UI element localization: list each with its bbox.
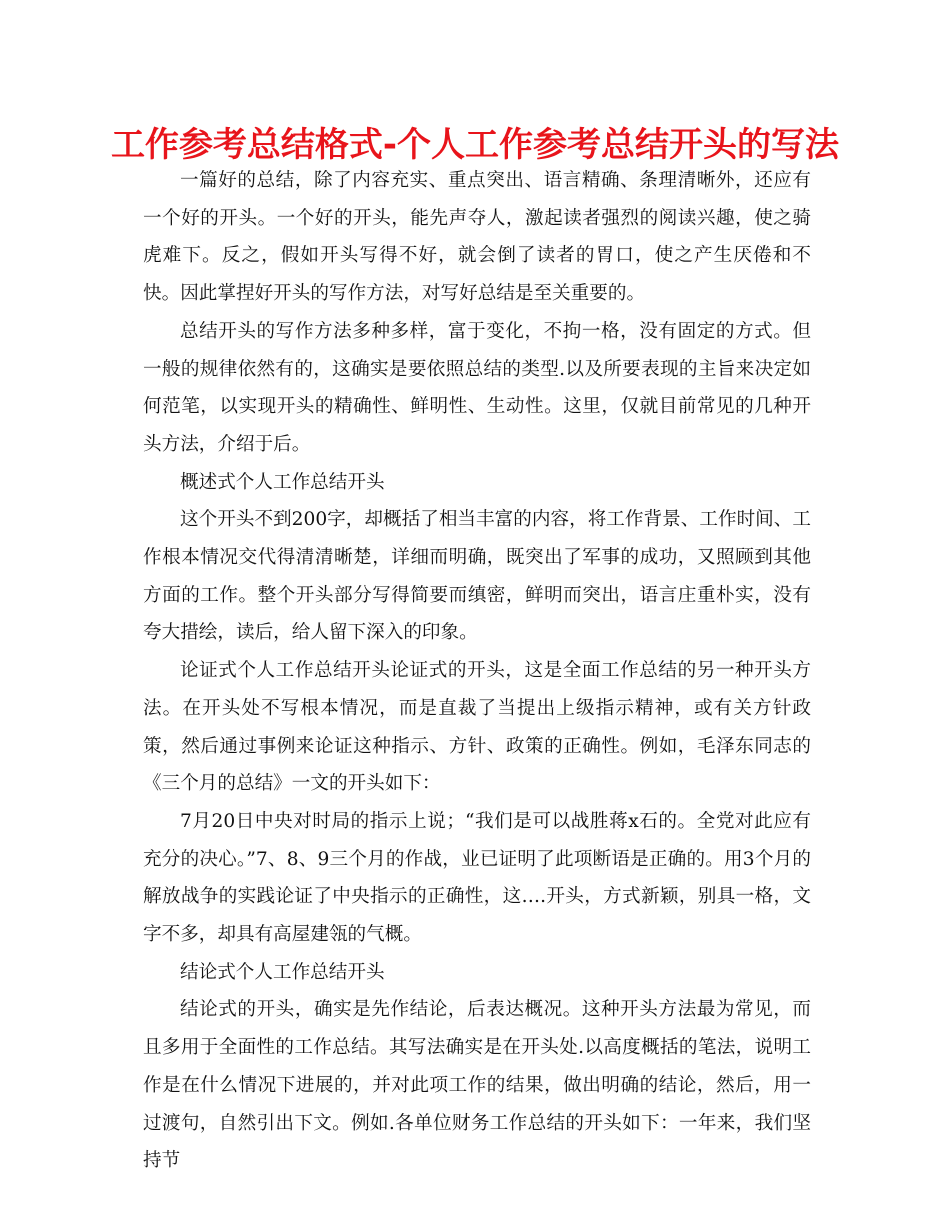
section-heading-conclusion: 结论式个人工作总结开头 xyxy=(180,961,385,983)
paragraph-argument: 论证式个人工作总结开头论证式的开头，这是全面工作总结的另一种开头方法。在开头处不写根本情况，而是直裁了当提出上级指示精神，或有关方针政策，然后通过事例来论证这种指示、方针、政策的正确性。例如，毛泽东同志的《三个月的总结》一文的开头如下： xyxy=(143,660,811,795)
paragraph-quote-example: 7月20日中央对时局的指示上说；“我们是可以战胜蒋x石的。全党对此应有充分的决心。”7、8、9三个月的作战，业已证明了此项断语是正确的。用3个月的解放战争的实践论证了中央指示的正确性，这….开头，方式新颖，别具一格，文字不多，却具有高屋建瓴的气概。 xyxy=(143,810,811,946)
paragraph-methods: 总结开头的写作方法多种多样，富于变化，不拘一格，没有固定的方式。但一般的规律依然有的，这确实是要依照总结的类型.以及所要表现的主旨来决定如何范笔，以实现开头的精确性、鲜明性、生动性。这里，仅就目前常见的几种开头方法，介绍于后。 xyxy=(143,320,811,455)
document-title: 工作参考总结格式-个人工作参考总结开头的写法 xyxy=(110,125,840,165)
paragraph-intro: 一篇好的总结，除了内容充实、重点突出、语言精确、条理清晰外，还应有一个好的开头。一个好的开头，能先声夺人，激起读者强烈的阅读兴趣，使之骑虎难下。反之，假如开头写得不好，就会倒了读者的胃口，使之产生厌倦和不快。因此掌捏好开头的写作方法，对写好总结是至关重要的。 xyxy=(143,170,811,305)
section-heading-overview: 概述式个人工作总结开头 xyxy=(180,471,385,493)
paragraph-overview: 这个开头不到200字，却概括了相当丰富的内容，将工作背景、工作时间、工作根本情况交代得清清晰楚，详细而明确，既突出了军事的成功，又照顾到其他方面的工作。整个开头部分写得简要而缜密，鲜明而突出，语言庄重朴实，没有夸大措绘，读后，给人留下深入的印象。 xyxy=(143,509,811,644)
document-body xyxy=(143,162,811,1180)
paragraph-conclusion: 结论式的开头，确实是先作结论，后表达概况。这种开头方法最为常见，而且多用于全面性的工作总结。其写法确实是在开头处.以高度概括的笔法，说明工作是在什么情况下进展的，并对此项工作的结果，做出明确的结论，然后，用一过渡句，自然引出下文。例如.各单位财务工作总结的开头如下：一年来，我们坚持节 xyxy=(143,999,811,1172)
